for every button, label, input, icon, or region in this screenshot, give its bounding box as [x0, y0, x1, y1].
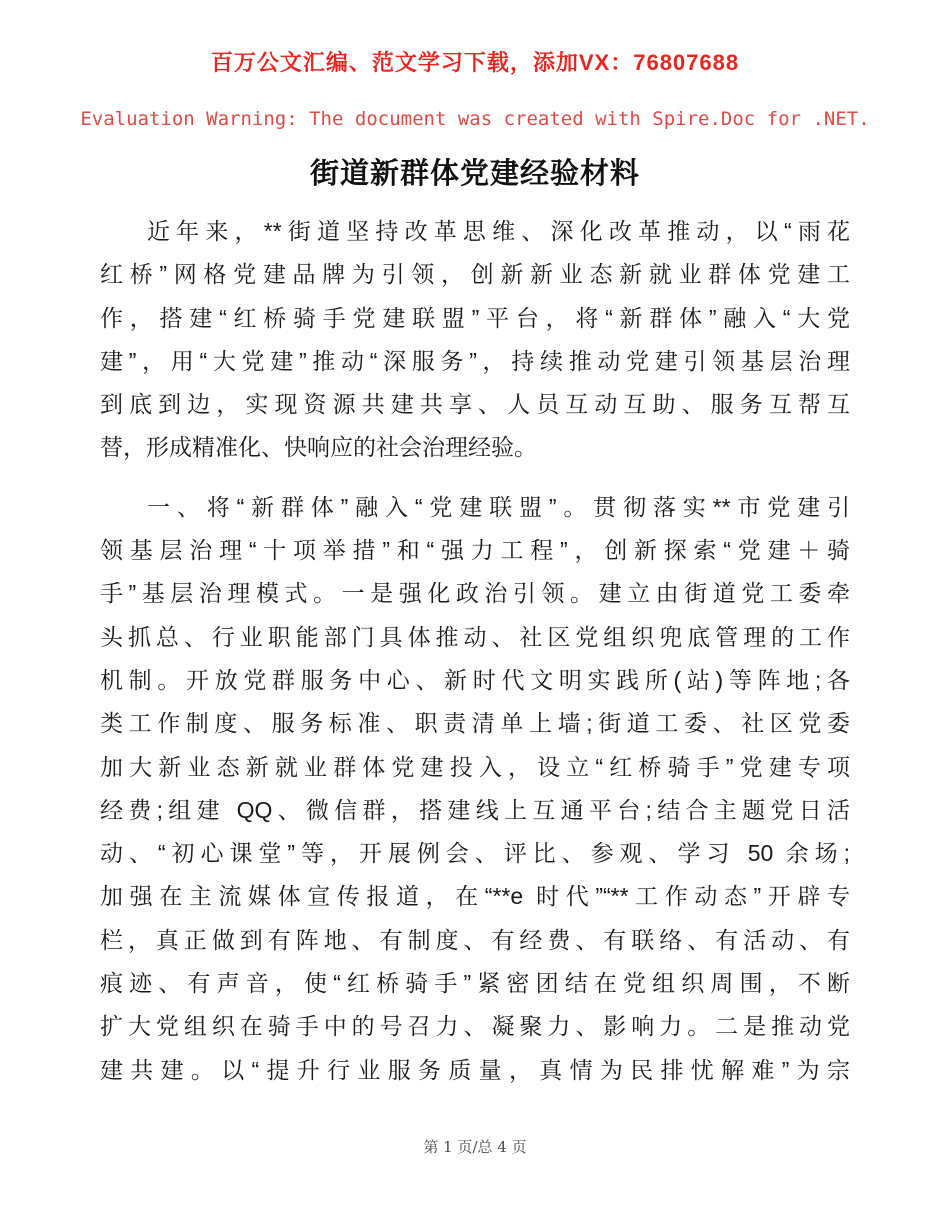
text-line: 作，搭建“红桥骑手党建联盟”平台，将“新群体”融入“大党: [100, 304, 850, 331]
text-line: 动、“初心课堂”等，开展例会、评比、参观、学习 50 余场;: [100, 840, 850, 867]
text-line: 近年来，**街道坚持改革思维、深化改革推动，以“雨花: [147, 218, 850, 244]
text-line: 加强在主流媒体宣传报道，在“**e 时代”“**工作动态”开辟专: [100, 883, 850, 910]
text-line: 一、将“新群体”融入“党建联盟”。贯彻落实**市党建引: [147, 493, 850, 520]
text-line: 类工作制度、服务标准、职责清单上墙;街道工委、社区党委: [100, 710, 850, 737]
text-line: 机制。开放党群服务中心、新时代文明实践所(站)等阵地;各: [100, 666, 850, 693]
text-line: 到底到边，实现资源共建共享、人员互动互助、服务互帮互: [100, 391, 850, 418]
text-line: 红桥”网格党建品牌为引领，创新新业态新就业群体党建工: [100, 261, 850, 288]
text-line: 替，形成精准化、快响应的社会治理经验。: [100, 434, 537, 461]
text-line: 栏，真正做到有阵地、有制度、有经费、有联络、有活动、有: [100, 926, 850, 953]
text-line: 头抓总、行业职能部门具体推动、社区党组织兜底管理的工作: [100, 623, 850, 650]
page-title: 街道新群体党建经验材料: [309, 158, 640, 190]
eval-warning-text: Evaluation Warning: The document was created with Spire.Doc for .NET.: [80, 108, 870, 130]
text-line: 手”基层治理模式。一是强化政治引领。建立由街道党工委牵: [100, 580, 850, 607]
text-line: 加大新业态新就业群体党建投入，设立“红桥骑手”党建专项: [100, 753, 850, 780]
text-line: 建”，用“大党建”推动“深服务”，持续推动党建引领基层治理: [100, 347, 850, 374]
text-line: 扩大党组织在骑手中的号召力、凝聚力、影响力。二是推动党: [100, 1013, 850, 1040]
text-line: 领基层治理“十项举措”和“强力工程”，创新探索“党建＋骑: [100, 537, 850, 564]
promo-header-text: 百万公文汇编、范文学习下载，添加VX：76807688: [210, 50, 740, 75]
paragraph: [100, 210, 850, 470]
text-line: 痕迹、有声音，使“红桥骑手”紧密团结在党组织周围，不断: [100, 970, 850, 997]
document-body: [100, 210, 850, 1092]
text-line: 建共建。以“提升行业服务质量，真情为民排忧解难”为宗: [100, 1056, 850, 1083]
text-line: 经费;组建 QQ、微信群，搭建线上互通平台;结合主题党日活: [100, 796, 850, 823]
paragraph: [100, 486, 850, 1092]
page-footer: 第 1 页/总 4 页: [423, 1138, 527, 1156]
